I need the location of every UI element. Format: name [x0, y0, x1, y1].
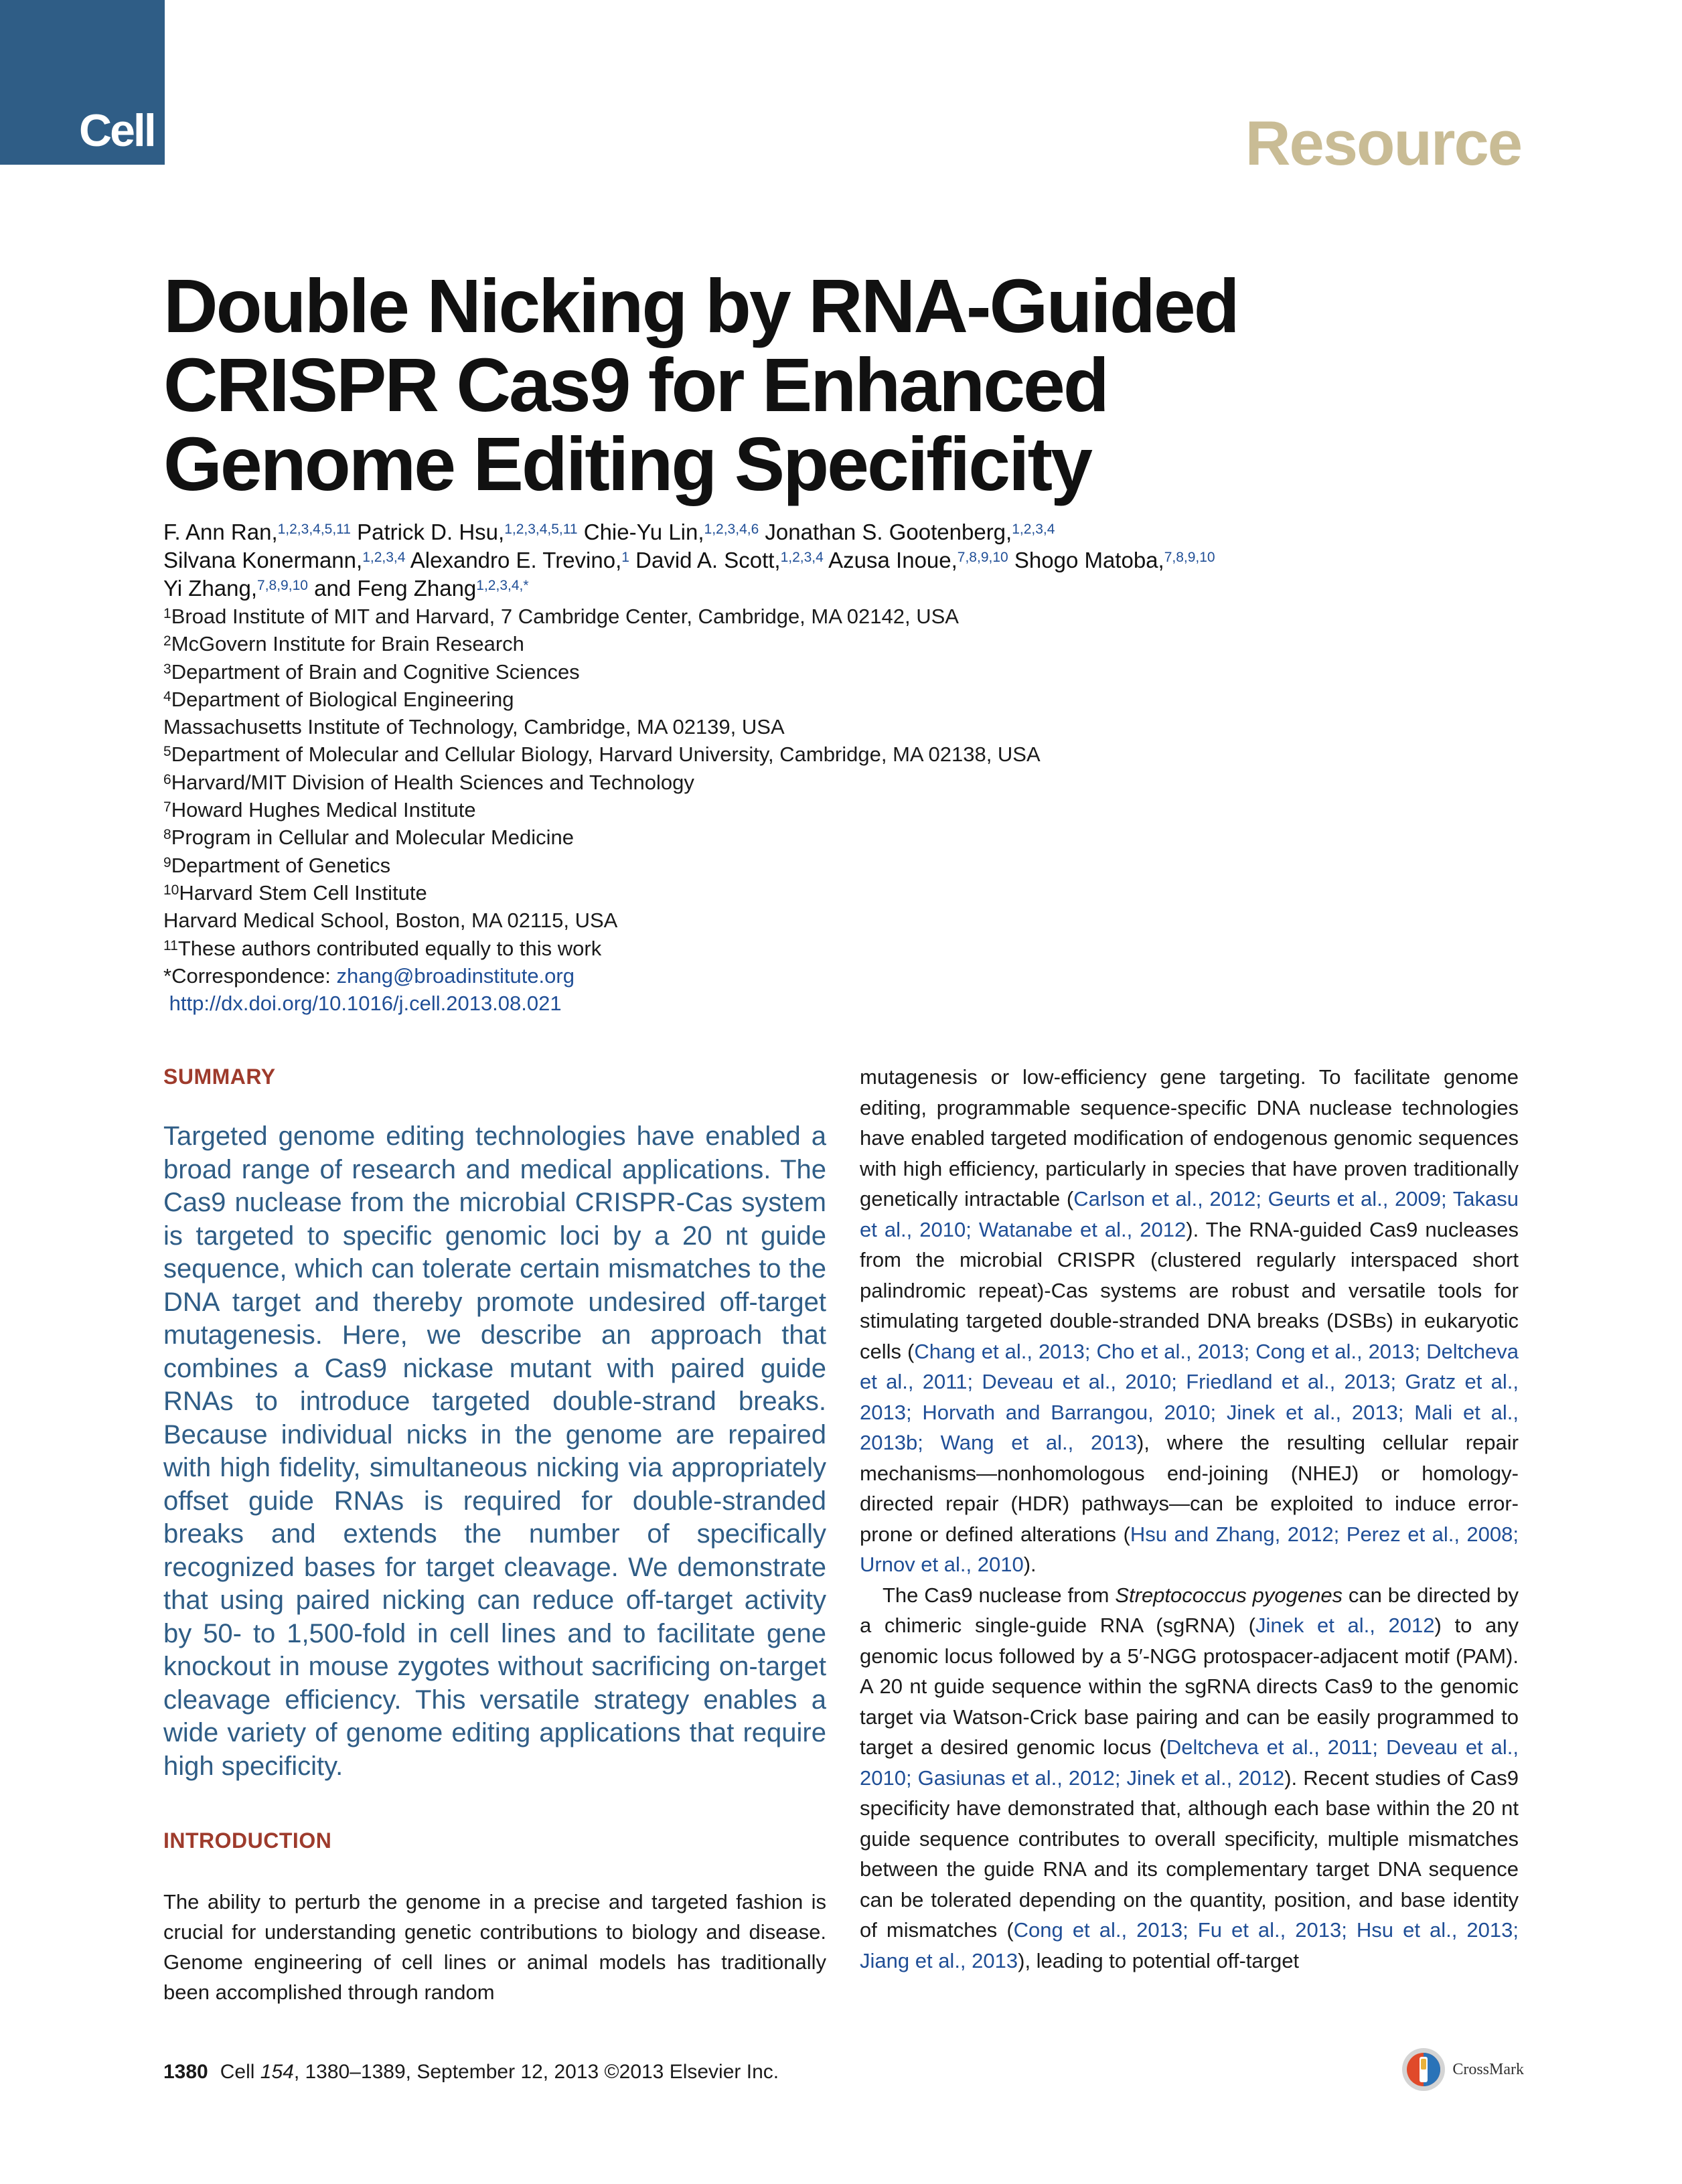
- citation-link[interactable]: Carlson et al., 2012; Geurts et al., 2009; Takasu et al., 2010; Watanabe et al., 2012: [860, 1187, 1519, 1241]
- affiliation-text: Harvard Medical School, Boston, MA 02115, USA: [163, 909, 618, 933]
- affiliation-text: Department of Genetics: [171, 853, 391, 877]
- intro-paragraph: [860, 1062, 1519, 1580]
- affiliation-marker: 3: [163, 661, 171, 677]
- citation-link[interactable]: Jinek et al., 2012: [1255, 1614, 1435, 1637]
- affiliation-marker: 2: [163, 633, 171, 649]
- introduction-heading: INTRODUCTION: [163, 1828, 332, 1853]
- affiliation-marker: 1: [163, 606, 171, 621]
- text-run: ). The RNA-guided Cas9 nucleases from the microbial CRISPR (clustered regularly interspaced short palindromic repeat)-Cas systems are robust and versatile tools for stimulating targeted double-stranded DNA breaks (DSBs) in eukaryotic cells (: [860, 1217, 1519, 1363]
- author-list: [163, 518, 1529, 603]
- correspondence-label: *Correspondence:: [163, 963, 337, 988]
- citation-link[interactable]: Cong et al., 2013; Fu et al., 2013; Hsu et al., 2013; Jiang et al., 2013: [860, 1918, 1519, 1972]
- affiliation-text: Department of Brain and Cognitive Sciences: [171, 659, 580, 684]
- species-name: Streptococcus pyogenes: [1115, 1583, 1343, 1607]
- title-line: Double Nicking by RNA-Guided: [163, 264, 1238, 348]
- intro-paragraph: The ability to perturb the genome in a precise and targeted fashion is crucial for understanding genetic contributions to biology and disease. Genome engineering of cell lines or animal models has traditionally been accomplished through random: [163, 1890, 826, 2004]
- doi-link[interactable]: http://dx.doi.org/10.1016/j.cell.2013.08.021: [169, 992, 562, 1016]
- affiliation-line: [163, 879, 1529, 907]
- volume: 154: [260, 2061, 294, 2083]
- affiliation-line: [163, 603, 1529, 630]
- affiliation-marker: 6: [163, 771, 171, 787]
- title-line: Genome Editing Specificity: [163, 422, 1091, 506]
- author-name: David A. Scott,: [629, 548, 781, 572]
- affiliations: [163, 603, 1529, 1017]
- crossmark-badge[interactable]: [1400, 2046, 1524, 2093]
- affiliation-line: [163, 740, 1529, 768]
- author-affiliation-marker: 1,2,3,4,*: [476, 578, 529, 593]
- author-name: Azusa Inoue,: [823, 548, 958, 572]
- right-column: [860, 1062, 1519, 1976]
- affiliation-text: McGovern Institute for Brain Research: [171, 632, 524, 656]
- text-run: can be directed by a chimeric single-guide RNA (sgRNA) (: [860, 1583, 1519, 1637]
- affiliation-line: [163, 713, 1529, 740]
- author-name: Silvana Konermann,: [163, 548, 363, 572]
- text-run: The Cas9 nuclease from: [883, 1583, 1116, 1607]
- author-name: Yi Zhang,: [163, 576, 258, 601]
- author-line: [163, 574, 1529, 603]
- author-name: Patrick D. Hsu,: [350, 520, 505, 544]
- author-affiliation-marker: 7,8,9,10: [257, 578, 308, 593]
- affiliation-line: [163, 769, 1529, 796]
- citation-link[interactable]: Chang et al., 2013; Cho et al., 2013; Cong et al., 2013; Deltcheva et al., 2011; Deveau et al., 2010; Friedland et al., 2013; Gratz et al., 2013; Horvath and Barrangou, 2010; Jinek et al., 2013; Mali et al., 2013b; Wang et al., 2013: [860, 1339, 1519, 1454]
- affiliation-text: Harvard/MIT Division of Health Sciences and Technology: [171, 770, 694, 794]
- text-run: ), leading to potential off-target: [1018, 1948, 1300, 1972]
- author-name: Alexandro E. Trevino,: [405, 548, 622, 572]
- journal-badge-label: Cell: [79, 105, 155, 156]
- author-name: Chie-Yu Lin,: [577, 520, 704, 544]
- page-footer: [163, 2061, 779, 2084]
- affiliation-text: Broad Institute of MIT and Harvard, 7 Cambridge Center, Cambridge, MA 02142, USA: [171, 605, 959, 628]
- affiliation-line: [163, 852, 1529, 879]
- author-affiliation-marker: 1: [621, 550, 629, 565]
- affiliation-line: [163, 824, 1529, 851]
- summary-text: Targeted genome editing technologies have enabled a broad range of research and medical applications. The Cas9 nuclease from the microbial CRISPR-Cas system is targeted to specific genomic loci by a 20 nt guide sequence, which can tolerate certain mismatches to the DNA target and thereby promote undesired off-target mutagenesis. Here, we describe an approach that combines a Cas9 nickase mutant with paired guide RNAs to introduce targeted double-strand breaks. Because individual nicks in the genome are repaired with high fidelity, simultaneous nicking via appropriately offset guide RNAs is required for double-stranded breaks and extends the number of specifically recognized bases for target cleavage. We demonstrate that using paired nicking can reduce off-target activity by 50- to 1,500-fold in cell lines and to facilitate gene knockout in mouse zygotes without sacrificing on-target cleavage efficiency. This versatile strategy enables a wide variety of genome editing applications that require high specificity.: [163, 1121, 826, 1781]
- affiliation-text: Program in Cellular and Molecular Medicine: [171, 826, 575, 850]
- title-line: CRISPR Cas9 for Enhanced: [163, 343, 1107, 427]
- author-affiliation-marker: 7,8,9,10: [1164, 550, 1215, 565]
- author-affiliation-marker: 1,2,3,4,5,11: [277, 522, 351, 537]
- crossmark-icon: [1400, 2046, 1447, 2093]
- affiliation-text: Massachusetts Institute of Technology, Cambridge, MA 02139, USA: [163, 715, 785, 739]
- affiliation-marker: 8: [163, 827, 171, 843]
- text-run: ). Recent studies of Cas9 specificity have demonstrated that, although each base within the 20 nt guide sequence contributes to overall specificity, multiple mismatches between the guide RNA and its complementary target DNA sequence can be tolerated depending on the quantity, position, and base identity of mismatches (: [860, 1766, 1519, 1942]
- author-affiliation-marker: 1,2,3,4: [362, 550, 406, 565]
- affiliation-list: [163, 603, 1529, 962]
- affiliation-line: [163, 630, 1529, 657]
- intro-paragraph: [860, 1580, 1519, 1976]
- affiliation-text: These authors contributed equally to this work: [177, 936, 602, 960]
- text-run: mutagenesis or low-efficiency gene targeting. To facilitate genome editing, programmable sequence-specific DNA nuclease technologies have enabled targeted modification of endogenous genomic sequences with high efficiency, particularly in species that have proven traditionally genetically intractable (: [860, 1065, 1519, 1211]
- section-label: Resource: [1245, 108, 1521, 178]
- author-name: F. Ann Ran,: [163, 520, 278, 544]
- affiliation-text: Howard Hughes Medical Institute: [171, 798, 476, 822]
- text-run: ).: [1023, 1553, 1037, 1576]
- page-number: 1380: [163, 2061, 208, 2083]
- author-affiliation-marker: 1,2,3,4: [780, 550, 824, 565]
- journal-badge: [0, 0, 165, 165]
- journal-name: Cell: [220, 2061, 260, 2083]
- author-affiliation-marker: 1,2,3,4,5,11: [504, 522, 578, 537]
- affiliation-text: Department of Biological Engineering: [171, 687, 514, 711]
- affiliation-marker: 5: [163, 744, 171, 760]
- email-link[interactable]: zhang@broadinstitute.org: [336, 963, 575, 988]
- affiliation-marker: 4: [163, 688, 171, 704]
- affiliation-marker: 9: [163, 854, 171, 870]
- doi-row: [163, 990, 1529, 1017]
- author-affiliation-marker: 1,2,3,4,6: [704, 522, 759, 537]
- author-line: [163, 518, 1529, 546]
- affiliation-text: Harvard Stem Cell Institute: [179, 880, 427, 905]
- author-name: and Feng Zhang: [307, 576, 477, 601]
- citation-details: , 1380–1389, September 12, 2013 ©2013 Elsevier Inc.: [293, 2061, 779, 2083]
- author-name: Jonathan S. Gootenberg,: [759, 520, 1012, 544]
- text-run: ), where the resulting cellular repair mechanisms—nonhomologous end-joining (NHEJ) or homology-directed repair (HDR) pathways—can be exploited to induce error-prone or defined alterations (: [860, 1431, 1519, 1546]
- author-name: Shogo Matoba,: [1008, 548, 1164, 572]
- citation-link[interactable]: Hsu and Zhang, 2012; Perez et al., 2008; Urnov et al., 2010: [860, 1522, 1519, 1576]
- affiliation-line: [163, 907, 1529, 934]
- article-title: [163, 264, 1436, 506]
- author-affiliation-marker: 7,8,9,10: [957, 550, 1008, 565]
- correspondence: [163, 962, 1529, 990]
- left-column: [163, 1065, 826, 2007]
- affiliation-text: Department of Molecular and Cellular Biology, Harvard University, Cambridge, MA 02138, USA: [171, 743, 1041, 767]
- citation-link[interactable]: Deltcheva et al., 2011; Deveau et al., 2010; Gasiunas et al., 2012; Jinek et al., 2012: [860, 1735, 1519, 1790]
- crossmark-label: CrossMark: [1452, 2060, 1524, 2078]
- summary-heading: SUMMARY: [163, 1065, 276, 1089]
- affiliation-line: [163, 935, 1529, 962]
- affiliation-marker: 10: [163, 882, 179, 898]
- affiliation-line: [163, 796, 1529, 824]
- affiliation-line: [163, 658, 1529, 686]
- affiliation-marker: 7: [163, 799, 171, 815]
- author-line: [163, 546, 1529, 574]
- affiliation-marker: 11: [163, 937, 178, 953]
- affiliation-line: [163, 686, 1529, 713]
- text-run: ) to any genomic locus followed by a 5′-NGG protospacer-adjacent motif (PAM). A 20 nt guide sequence within the sgRNA directs Cas9 to the genomic target via Watson-Crick base pairing and can be easily programmed to target a desired genomic locus (: [860, 1614, 1519, 1759]
- author-affiliation-marker: 1,2,3,4: [1012, 522, 1055, 537]
